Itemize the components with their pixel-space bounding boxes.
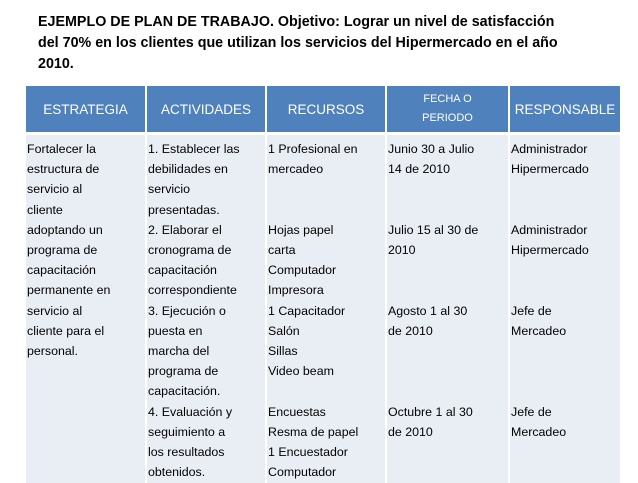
cell-line: de 2010 <box>388 321 505 341</box>
cell-line: 1 Profesional en <box>268 139 382 159</box>
cell-line: marcha del <box>148 341 262 361</box>
cell-line: Computador <box>268 462 382 482</box>
cell-line: 1 Encuestador <box>268 442 382 462</box>
cell-line: permanente en <box>27 280 142 300</box>
cell-line: 2. Elaborar el <box>148 220 262 240</box>
cell-line: presentadas. <box>148 200 262 220</box>
header-fecha-line: FECHA O <box>391 90 504 109</box>
cell-line: debilidades en <box>148 159 262 179</box>
cell-line: Computador <box>268 260 382 280</box>
cell-responsable <box>509 134 620 483</box>
cell-line: mercadeo <box>268 159 382 179</box>
cell-line: 2010 <box>388 240 505 260</box>
header-estrategia: ESTRATEGIA <box>26 86 146 134</box>
cell-line: cliente para el <box>27 321 142 341</box>
cell-line <box>511 200 617 220</box>
cell-line: capacitación. <box>148 381 262 401</box>
cell-line <box>511 260 617 280</box>
cell-line <box>511 341 617 361</box>
cell-line: programa de <box>148 361 262 381</box>
cell-line <box>388 260 505 280</box>
cell-line: Hojas papel <box>268 220 382 240</box>
title-line: del 70% en los clientes que utilizan los servicios del Hipermercado en el año <box>38 33 613 54</box>
cell-line: Administrador <box>511 139 617 159</box>
cell-line: servicio al <box>27 301 142 321</box>
cell-line <box>268 179 382 199</box>
cell-line <box>268 200 382 220</box>
cell-line: Junio 30 a Julio <box>388 139 505 159</box>
cell-line: Hipermercado <box>511 240 617 260</box>
cell-line: correspondiente <box>148 280 262 300</box>
cell-line: los resultados <box>148 442 262 462</box>
cell-line: personal. <box>27 341 142 361</box>
cell-line: puesta en <box>148 321 262 341</box>
cell-line <box>388 361 505 381</box>
cell-line: Sillas <box>268 341 382 361</box>
cell-fecha <box>386 134 509 483</box>
cell-line <box>268 381 382 401</box>
cell-line: 3. Ejecución o <box>148 301 262 321</box>
title-line: EJEMPLO DE PLAN DE TRABAJO. Objetivo: Lograr un nivel de satisfacción <box>38 12 613 33</box>
plan-title <box>38 12 613 75</box>
cell-line <box>388 280 505 300</box>
cell-line: adoptando un <box>27 220 142 240</box>
cell-line <box>388 341 505 361</box>
cell-estrategia <box>26 134 146 483</box>
cell-line <box>388 381 505 401</box>
cell-line: obtenidos. <box>148 462 262 482</box>
cell-line: Fortalecer la <box>27 139 142 159</box>
cell-line <box>511 381 617 401</box>
cell-line <box>511 280 617 300</box>
cell-line: Jefe de <box>511 301 617 321</box>
work-plan-table <box>26 86 620 483</box>
cell-line: capacitación <box>148 260 262 280</box>
cell-line: estructura de <box>27 159 142 179</box>
cell-line: de 2010 <box>388 422 505 442</box>
cell-line: 1. Establecer las <box>148 139 262 159</box>
cell-line: 14 de 2010 <box>388 159 505 179</box>
cell-line: Salón <box>268 321 382 341</box>
table-header-row <box>26 86 620 134</box>
header-recursos: RECURSOS <box>266 86 386 134</box>
cell-line <box>388 179 505 199</box>
cell-line <box>388 200 505 220</box>
cell-line: 4. Evaluación y <box>148 402 262 422</box>
cell-line: Administrador <box>511 220 617 240</box>
cell-line: Video beam <box>268 361 382 381</box>
cell-line: servicio al <box>27 179 142 199</box>
title-line: 2010. <box>38 54 613 75</box>
cell-line: carta <box>268 240 382 260</box>
cell-line: Julio 15 al 30 de <box>388 220 505 240</box>
cell-line: 1 Capacitador <box>268 301 382 321</box>
cell-line: Agosto 1 al 30 <box>388 301 505 321</box>
cell-line: servicio <box>148 179 262 199</box>
cell-line: capacitación <box>27 260 142 280</box>
cell-recursos <box>266 134 386 483</box>
cell-line: Mercadeo <box>511 321 617 341</box>
cell-line <box>511 361 617 381</box>
header-fecha-line: PERIODO <box>391 109 504 128</box>
header-actividades: ACTIVIDADES <box>146 86 266 134</box>
cell-line: Encuestas <box>268 402 382 422</box>
cell-line: cronograma de <box>148 240 262 260</box>
cell-line: Resma de papel <box>268 422 382 442</box>
cell-line <box>511 179 617 199</box>
header-fecha <box>386 86 509 134</box>
cell-line: Impresora <box>268 280 382 300</box>
cell-line: Hipermercado <box>511 159 617 179</box>
cell-line: Mercadeo <box>511 422 617 442</box>
cell-actividades <box>146 134 266 483</box>
cell-line: programa de <box>27 240 142 260</box>
table-row <box>26 134 620 483</box>
cell-line: seguimiento a <box>148 422 262 442</box>
header-responsable: RESPONSABLE <box>509 86 620 134</box>
cell-line: Octubre 1 al 30 <box>388 402 505 422</box>
cell-line: Jefe de <box>511 402 617 422</box>
cell-line: cliente <box>27 200 142 220</box>
